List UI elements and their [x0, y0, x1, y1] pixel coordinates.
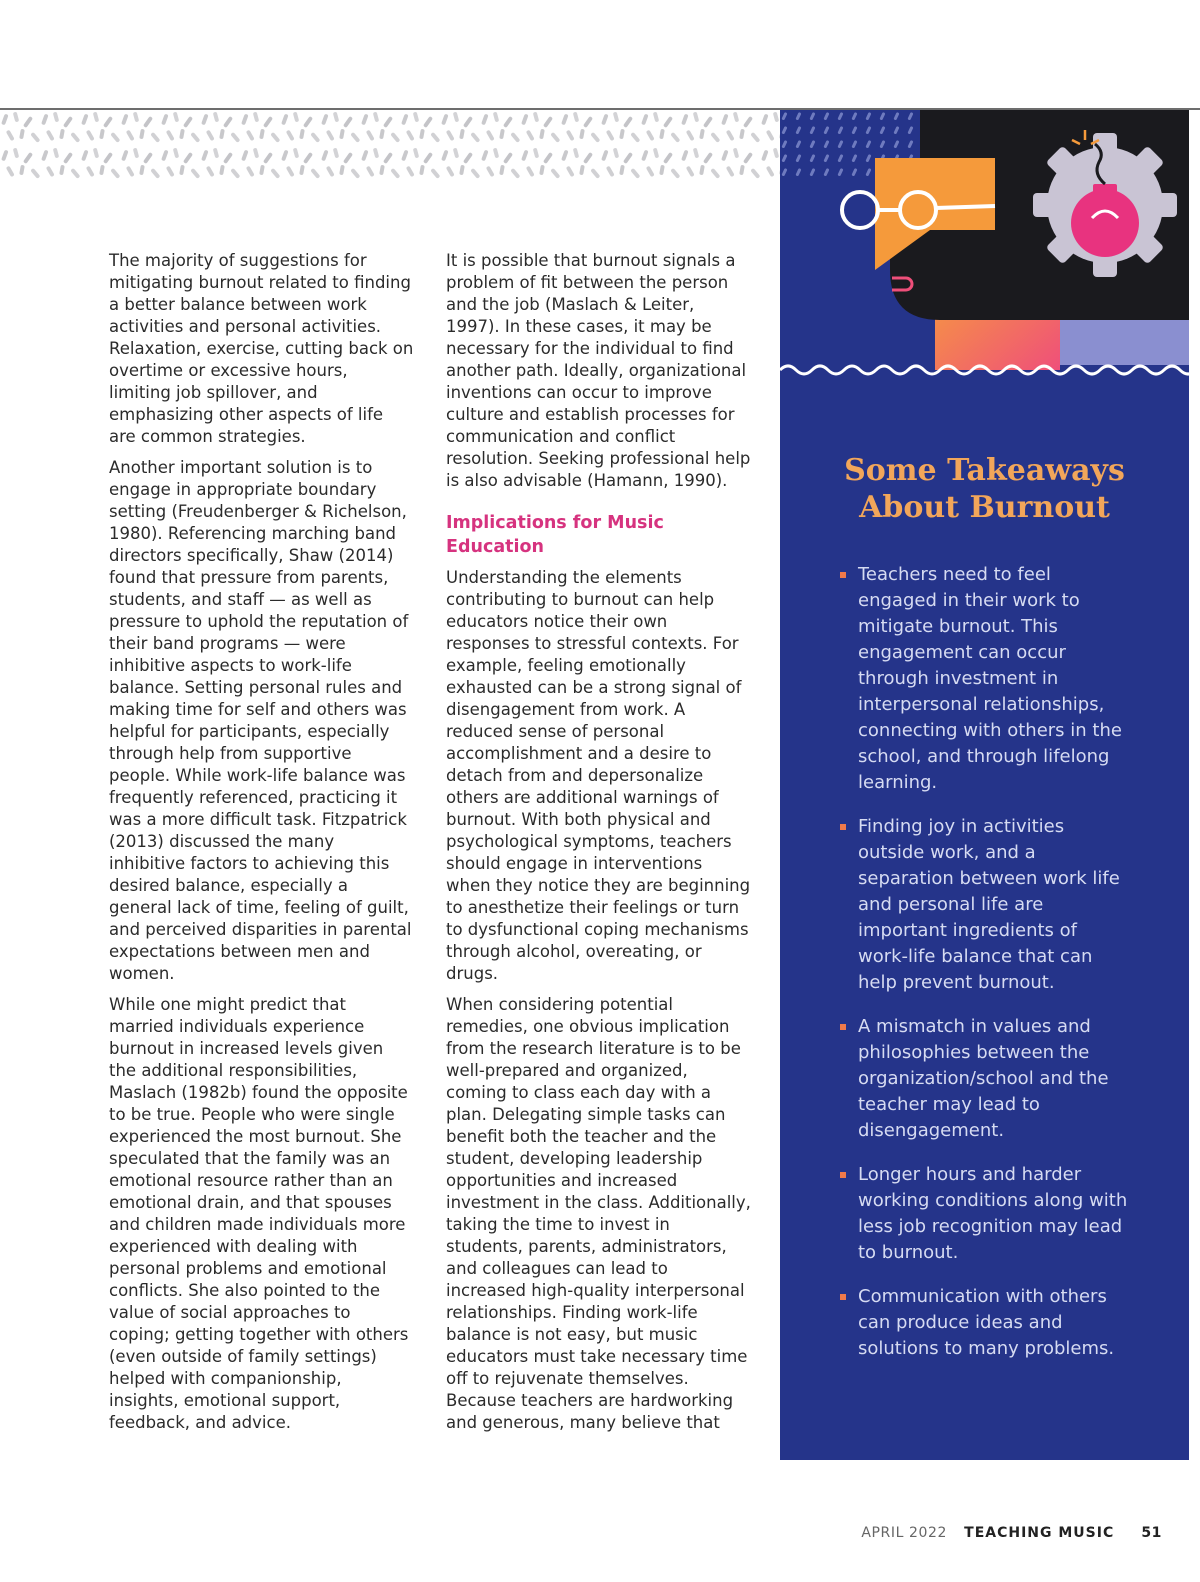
list-item	[838, 1284, 1128, 1362]
list-item	[838, 814, 1128, 996]
square-bullet-icon	[840, 1294, 846, 1300]
square-bullet-icon	[840, 1172, 846, 1178]
takeaways-sidebar	[780, 110, 1189, 1460]
takeaways-list	[838, 562, 1128, 1380]
sidebar-title	[780, 452, 1189, 526]
list-item-text: Longer hours and harder working conditions along with less job recognition may lead to burnout.	[858, 1164, 1128, 1263]
list-item	[838, 562, 1128, 796]
list-item	[838, 1014, 1128, 1144]
list-item-text: A mismatch in values and philosophies between the organization/school and the teacher may lead to disengagement.	[858, 1016, 1109, 1141]
sidebar-title-line: About Burnout	[859, 490, 1110, 525]
list-item-text: Communication with others can produce ideas and solutions to many problems.	[858, 1286, 1115, 1359]
paragraph: While one might predict that married individuals experience burnout in increased levels given the additional responsibilities, Maslach (1982b) found the opposite to be true. People who were single experienced the most burnout. She speculated that the family was an emotional resource rather than an emotional drain, and that spouses and children made individuals more experienced with dealing with personal problems and emotional conflicts. She also pointed to the value of social approaches to coping; getting together with others (even outside of family settings) helped with companionship, insights, emotional support, feedback, and advice.	[109, 995, 409, 1432]
publication-name: TEACHING MUSIC	[964, 1525, 1115, 1541]
paragraph: Understanding the elements contributing to burnout can help educators notice their own responses to stressful contexts. For example, feeling emotionally exhausted can be a strong signal of disengagement from work. A reduced sense of personal accomplishment and a desire to detach from and depersonalize others are additional warnings of burnout. With both physical and psychological symptoms, teachers should engage in interventions when they notice they are beginning to anesthetize their feelings or turn to dysfunctional coping mechanisms through alcohol, overeating, or drugs.	[446, 568, 751, 983]
square-bullet-icon	[840, 824, 846, 830]
square-bullet-icon	[840, 572, 846, 578]
paragraph: It is possible that burnout signals a problem of fit between the person and the job (Maslach & Leiter, 1997). In these cases, it may be necessary for the individual to find another path. Ideally, organizational inventions can occur to improve culture and establish processes for communication and conflict resolution. Seeking professional help is also advisable (Hamann, 1990).	[446, 251, 751, 490]
square-bullet-icon	[840, 1024, 846, 1030]
list-item-text: Finding joy in activities outside work, and a separation between work life and personal life are important ingredients of work-life balance that can help prevent burnout.	[858, 816, 1120, 993]
article-column-left	[109, 250, 414, 1443]
list-item-text: Teachers need to feel engaged in their work to mitigate burnout. This engagement can occur through investment in interpersonal relationships, connecting with others in the school, and through lifelong learning.	[858, 564, 1122, 793]
section-subheading: Implications for Music Education	[446, 513, 664, 557]
head-with-glasses-illustration	[780, 110, 1189, 390]
paragraph: When considering potential remedies, one obvious implication from the research literature is to be well-prepared and organized, coming to class each day with a plan. Delegating simple tasks can benefit both the teacher and the student, developing leadership opportunities and increased investment in the class. Additionally, taking the time to invest in students, parents, administrators, and colleagues can lead to increased high-quality interpersonal relationships. Finding work-life balance is not easy, but music educators must take necessary time off to rejuvenate themselves. Because teachers are hardworking and generous, many believe that	[446, 995, 751, 1432]
page-footer	[861, 1525, 1162, 1541]
list-item	[838, 1162, 1128, 1266]
sprinkle-pattern-band	[0, 110, 780, 182]
page-number: 51	[1141, 1525, 1162, 1541]
article-column-middle	[446, 250, 751, 1443]
paragraph: Another important solution is to engage in appropriate boundary setting (Freudenberger & Richelson, 1980). Referencing marching band directors specifically, Shaw (2014) found that pressure from parents, students, and staff — as well as pressure to uphold the reputation of their band programs — were inhibitive aspects to work-life balance. Setting personal rules and making time for self and others was helpful for participants, especially through help from supportive people. While work-life balance was frequently referenced, practicing it was a more difficult task. Fitzpatrick (2013) discussed the many inhibitive factors to achieving this desired balance, especially a general lack of time, feeling of guilt, and perceived disparities in parental expectations between men and women.	[109, 458, 412, 983]
issue-date: APRIL 2022	[861, 1525, 948, 1541]
sidebar-title-line: Some Takeaways	[844, 453, 1125, 488]
paragraph: The majority of suggestions for mitigating burnout related to finding a better balance between work activities and personal activities. Relaxation, exercise, cutting back on overtime or excessive hours, limiting job spillover, and emphasizing other aspects of life are common strategies.	[109, 251, 414, 446]
